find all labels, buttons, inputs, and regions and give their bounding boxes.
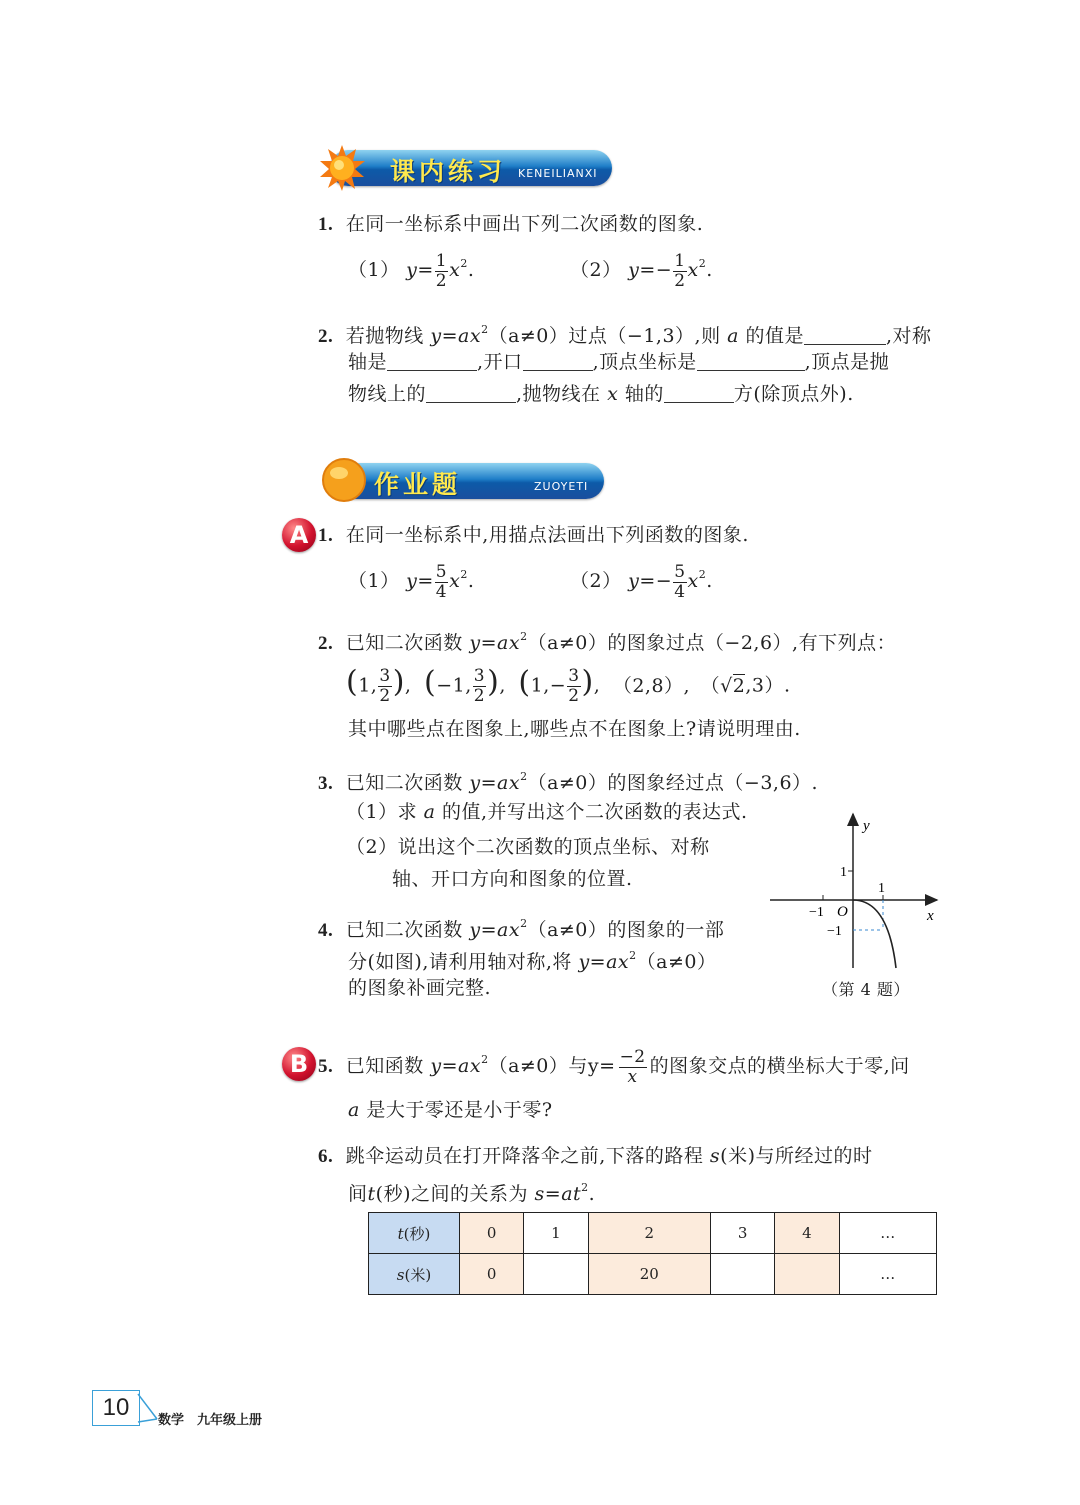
- section-title: 课内练习: [390, 157, 507, 186]
- table-row: [369, 1254, 937, 1295]
- table-cell: 4: [775, 1213, 839, 1254]
- exercise-2-line-3: 物线上的 ,抛物线在 x 轴的 方(除顶点外).: [348, 383, 854, 405]
- level-a-badge: A: [282, 518, 316, 552]
- tick-label-y-1: 1: [840, 865, 847, 880]
- answer-blank[interactable]: [664, 384, 734, 403]
- footer-book-title: 数学 九年级上册: [158, 1413, 263, 1428]
- homework-2-line-1: 2. 已知二次函数 $y=ax^2(a\ne 0)$的图象过点（−2,6）,有下列点：: [318, 630, 897, 654]
- answer-blank[interactable]: [523, 352, 593, 371]
- table-header-distance: s(米): [369, 1254, 460, 1295]
- tick-label-y-minus-1: −1: [827, 924, 842, 939]
- exercise-2-line-2: 轴是 ,开口 ,顶点坐标是 ,顶点是抛: [348, 351, 890, 373]
- figure-caption: （第 4 题）: [822, 980, 910, 999]
- homework-3-line-3: （2）说出这个二次函数的顶点坐标、对称: [346, 836, 710, 858]
- section-banner-zuoyeti: [330, 463, 604, 499]
- homework-6-line-2: 间t(秒)之间的关系为 $s=at^2$.: [348, 1181, 596, 1205]
- homework-6-line-1: 6. 跳伞运动员在打开降落伞之前,下落的路程 s(米)与所经过的时: [318, 1145, 873, 1167]
- homework-3-line-1: 3. 已知二次函数 $y=ax^2(a\ne 0)$的图象经过点（−3,6）.: [318, 770, 819, 794]
- table-cell: 0: [460, 1254, 524, 1295]
- parabola-figure: [765, 808, 945, 978]
- exercise-2-line-1: 2. 若抛物线 $y=ax^2(a\ne 0)$过点（−1,3）,则 a 的值是 ,对称: [318, 323, 932, 347]
- tick-label-x-minus-1: −1: [809, 905, 824, 920]
- sun-icon: [318, 144, 366, 192]
- origin-label: O: [837, 904, 848, 920]
- homework-1: 1. 在同一坐标系中,用描点法画出下列函数的图象.: [318, 524, 749, 546]
- page-number: 10: [92, 1390, 140, 1426]
- homework-4-line-3: 的图象补画完整.: [348, 977, 492, 999]
- table-cell: 3: [710, 1213, 774, 1254]
- answer-blank[interactable]: [387, 352, 477, 371]
- table-cell-input[interactable]: [775, 1254, 839, 1295]
- table-cell: …: [839, 1254, 937, 1295]
- level-b-badge: B: [282, 1047, 316, 1081]
- homework-1-part-1: （1） y= $\frac{5}{4}$ $x^2$.: [348, 561, 475, 602]
- time-distance-table: [368, 1212, 937, 1295]
- orange-ball-icon: [320, 456, 368, 504]
- section-subtitle: KENEILIANXI: [518, 167, 598, 180]
- homework-1-part-2: （2） y=− $\frac{5}{4}$ $x^2$.: [570, 561, 713, 602]
- table-cell: 20: [588, 1254, 710, 1295]
- table-cell-input[interactable]: [710, 1254, 774, 1295]
- answer-blank[interactable]: [426, 384, 516, 403]
- homework-3-line-2: （1）求 a 的值,并写出这个二次函数的表达式.: [346, 801, 748, 823]
- table-cell: 2: [588, 1213, 710, 1254]
- tick-label-x-1: 1: [878, 881, 885, 896]
- exercise-1: 1. 在同一坐标系中画出下列二次函数的图象.: [318, 213, 704, 235]
- axis-label-x: x: [927, 908, 934, 924]
- homework-4-line-1: 4. 已知二次函数 $y=ax^2(a\ne 0)$的图象的一部: [318, 917, 725, 941]
- exercise-1-part-2: （2） y=− $\frac{1}{2}$ $x^2$.: [570, 250, 713, 291]
- table-cell: …: [839, 1213, 937, 1254]
- section-title: 作业题: [374, 470, 462, 499]
- homework-4-line-2: 分(如图),请利用轴对称,将 $y=ax^2(a\ne 0)$: [348, 949, 717, 973]
- homework-2-line-3: 其中哪些点在图象上,哪些点不在图象上?请说明理由.: [348, 718, 801, 740]
- table-row: [369, 1213, 937, 1254]
- table-cell-input[interactable]: [524, 1254, 588, 1295]
- parabola-curve: [853, 900, 896, 968]
- table-header-time: t(秒): [369, 1213, 460, 1254]
- homework-2-points: (1, $\frac{3}{2}$ ), (−1, $\frac{3}{2}$ ), (1,− $\frac{3}{2}$ ), （2,8）, （√2,3）.: [346, 664, 791, 706]
- homework-5-line-1: 5. 已知函数 $y=ax^2(a\ne 0)$与y= $\frac{-2}{x}$ 的图象交点的横坐标大于零,问: [318, 1046, 910, 1087]
- homework-5-line-2: a 是大于零还是小于零?: [348, 1099, 553, 1121]
- homework-3-line-4: 轴、开口方向和图象的位置.: [392, 868, 633, 890]
- table-cell: 0: [460, 1213, 524, 1254]
- section-subtitle: ZUOYETI: [534, 480, 589, 493]
- axis-label-y: y: [863, 818, 870, 834]
- section-banner-keneilianxi: [330, 150, 612, 186]
- table-cell: 1: [524, 1213, 588, 1254]
- answer-blank[interactable]: [697, 352, 805, 371]
- answer-blank[interactable]: [804, 326, 886, 345]
- exercise-1-part-1: （1） y= $\frac{1}{2}$ $x^2$.: [348, 250, 475, 291]
